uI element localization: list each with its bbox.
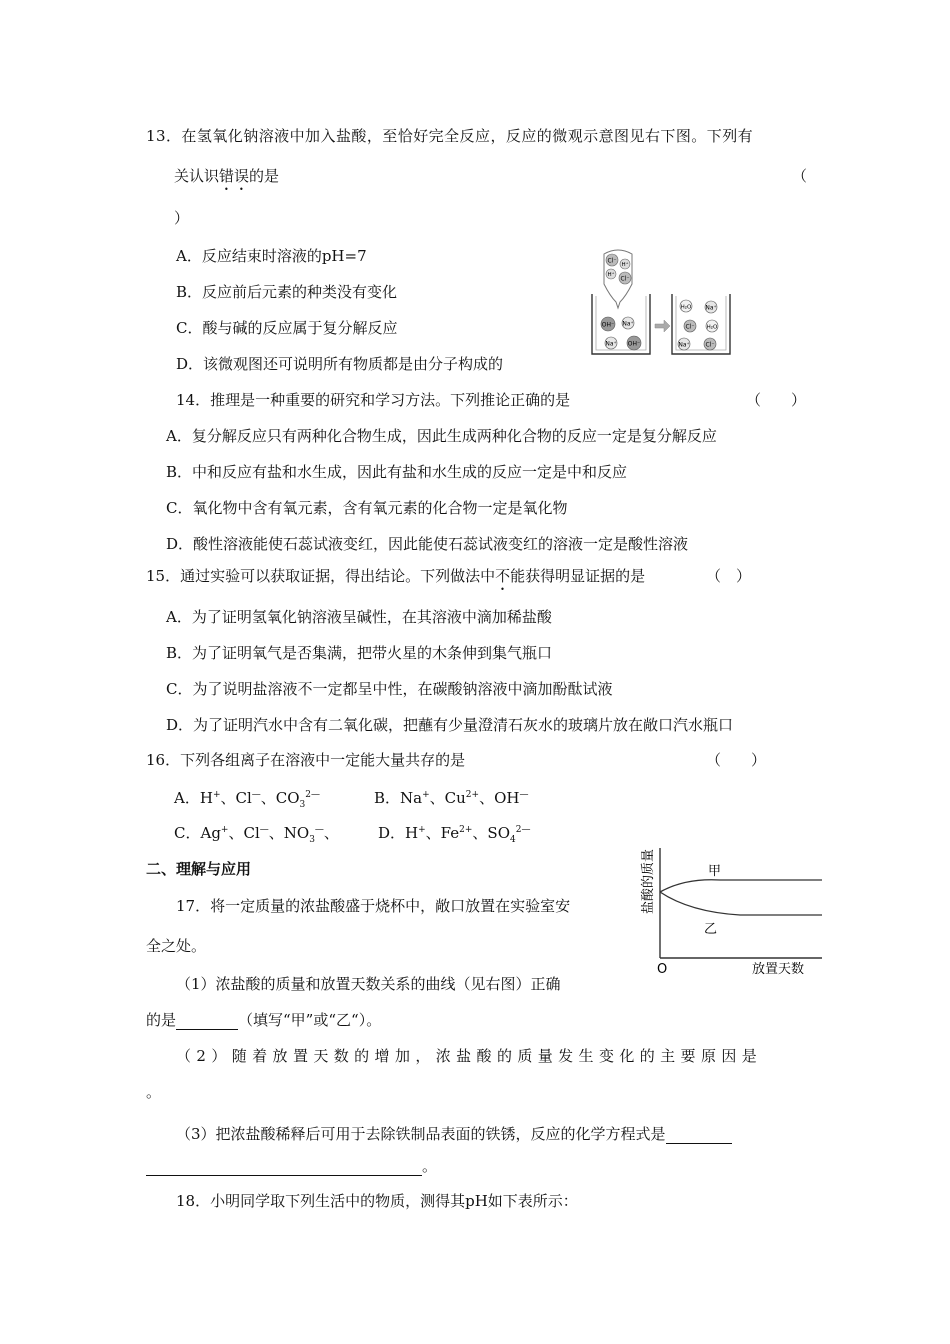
drop-ion-1-label: Cl⁻ (607, 257, 617, 265)
curve-jia-label: 甲 (708, 864, 722, 879)
q15-stem-suffix: 能获得明显证据的是 (510, 567, 646, 585)
right-ion-5 (678, 338, 690, 350)
q13-paren-left: （ (792, 167, 808, 185)
curve-yi-label: 乙 (704, 922, 718, 937)
q17-sub2-end: 。 (146, 1083, 162, 1101)
q14-option-d: D．酸性溶液能使石蕊试液变红，因此能使石蕊试液变红的溶液一定是酸性溶液 (166, 535, 689, 553)
right-ion-4-label: H₂O (706, 324, 718, 331)
right-ion-6-label: Cl⁻ (705, 341, 715, 349)
q16-option-d-label: D． (378, 824, 406, 842)
right-ion-1 (680, 300, 692, 312)
q14-option-b: B．中和反应有盐和水生成，因此有盐和水生成的反应一定是中和反应 (166, 463, 628, 481)
q17-sub3-line2 (146, 1156, 437, 1176)
q15-stem-prefix: 15．通过实验可以获取证据，得出结论。下列做法中 (146, 567, 496, 585)
q13-stem-emphasis: 错误 (219, 167, 250, 185)
q16-option-b-label: B． (374, 789, 401, 807)
x-axis-label: 放置天数 (752, 962, 805, 977)
q17-stem-line1: 17．将一定质量的浓盐酸盛于烧杯中，敞口放置在实验室安 (176, 897, 571, 915)
q17-sub3-answer-blank-2[interactable] (146, 1159, 422, 1176)
drop-ion-1 (606, 254, 618, 266)
q13-reaction-diagram (588, 248, 736, 360)
left-ion-2-label: Na⁺ (622, 320, 634, 328)
q13-option-c: C．酸与碱的反应属于复分解反应 (176, 319, 398, 337)
q15-paren: （ ） (706, 567, 752, 585)
q15-option-c: C．为了说明盐溶液不一定都呈中性，在碳酸钠溶液中滴加酚酞试液 (166, 680, 613, 698)
left-ion-4-label: OH⁻ (627, 340, 641, 348)
left-ion-3 (605, 337, 617, 349)
q15-option-b: B．为了证明氧气是否集满，把带火星的木条伸到集气瓶口 (166, 644, 553, 662)
q15-stem (146, 566, 645, 594)
q17-stem-line2: 全之处。 (146, 937, 207, 955)
q14-paren: （ ） (746, 391, 807, 409)
right-ion-4 (706, 320, 718, 332)
q14-option-c: C．氧化物中含有氧元素，含有氧元素的化合物一定是氧化物 (166, 499, 568, 517)
right-ion-2 (705, 301, 717, 313)
q16-option-d: D．H+、$Fe^{2+}$、$SO_4^{2—}$ (378, 824, 531, 845)
q13-paren-right: ） (174, 209, 190, 227)
right-ion-3 (684, 320, 696, 332)
q17-sub3-answer-blank[interactable] (666, 1127, 732, 1144)
right-ion-1-label: H₂O (680, 304, 692, 311)
q13-stem-suffix: 的是 (249, 167, 280, 185)
q17-sub3-end: 。 (422, 1157, 438, 1175)
drop-ion-2-label: H⁺ (621, 262, 629, 268)
drop-ion-2 (620, 259, 630, 269)
drop-ion-4-label: Cl⁻ (620, 275, 630, 283)
curve-yi (660, 892, 822, 915)
left-ion-1-label: OH⁻ (601, 321, 615, 329)
left-ion-4 (627, 336, 641, 350)
drop-ion-3 (606, 269, 616, 279)
left-ion-3-label: Na⁺ (605, 340, 617, 348)
right-ion-3-label: Cl⁻ (685, 323, 695, 331)
q17-sub1-line2 (146, 1010, 381, 1030)
q16-option-a-label: A． (174, 789, 200, 807)
q17-sub1-prefix: 的是 (146, 1011, 177, 1029)
q17-sub3-text: （3）把浓盐酸稀释后可用于去除铁制品表面的铁锈，反应的化学方程式是 (176, 1125, 666, 1143)
right-ion-2-label: Na⁺ (705, 304, 717, 312)
q17-sub2: （2）随着放置天数的增加，浓盐酸的质量发生变化的主要原因是 (176, 1047, 763, 1065)
q14-stem: 14．推理是一种重要的研究和学习方法。下列推论正确的是 (176, 391, 571, 409)
right-ion-6 (704, 338, 716, 350)
section-title: 二、理解与应用 (146, 860, 252, 878)
q15-option-a: A．为了证明氢氧化钠溶液呈碱性，在其溶液中滴加稀盐酸 (166, 608, 552, 626)
q13-option-b: B．反应前后元素的种类没有变化 (176, 283, 398, 301)
q13-stem-prefix: 关认识 (174, 167, 220, 185)
q18-stem: 18．小明同学取下列生活中的物质，测得其pH如下表所示： (176, 1192, 578, 1210)
left-ion-1 (601, 317, 615, 331)
q13-stem-line1: 13．在氢氧化钠溶液中加入盐酸，至恰好完全反应，反应的微观示意图见右下图。下列有 (146, 127, 754, 145)
drop-ion-4 (619, 272, 631, 284)
q17-sub1-answer-blank[interactable] (176, 1013, 238, 1030)
q13-option-d: D．该微观图还可说明所有物质都是由分子构成的 (176, 355, 504, 373)
curve-jia (660, 880, 822, 892)
q16-option-c: C．Ag+、Cl—、$NO_3^—$、 (174, 824, 339, 845)
reaction-arrow (655, 320, 670, 332)
q15-option-d: D．为了证明汽水中含有二氧化碳，把蘸有少量澄清石灰水的玻璃片放在敞口汽水瓶口 (166, 716, 734, 734)
q16-option-c-label: C． (174, 824, 201, 842)
q14-option-a: A．复分解反应只有两种化合物生成，因此生成两种化合物的反应一定是复分解反应 (166, 427, 717, 445)
q17-sub1-line1: （1）浓盐酸的质量和放置天数关系的曲线（见右图）正确 (176, 975, 561, 993)
q16-paren: （ ） (706, 751, 767, 769)
q16-option-b: B．Na+、$Cu^{2+}$、OH— (374, 789, 529, 807)
origin-label: O (657, 962, 668, 977)
drop-ion-3-label: H⁺ (607, 272, 615, 278)
q17-mass-graph (630, 840, 830, 982)
q17-sub3 (176, 1124, 732, 1144)
q13-option-a: A．反应结束时溶液的pH=7 (176, 247, 367, 265)
q15-stem-emphasis: 不 (495, 567, 511, 585)
left-ion-2 (622, 317, 634, 329)
q17-sub1-suffix: （填写“甲”或“乙“）。 (238, 1011, 382, 1029)
y-axis-label: 盐酸的质量 (641, 848, 656, 914)
q13-stem-line2 (174, 166, 279, 194)
right-ion-5-label: Na⁺ (678, 341, 690, 349)
q16-option-a: A．H+、Cl—、$CO_3^{2—}$ (174, 789, 321, 810)
q16-stem: 16．下列各组离子在溶液中一定能大量共存的是 (146, 751, 466, 769)
